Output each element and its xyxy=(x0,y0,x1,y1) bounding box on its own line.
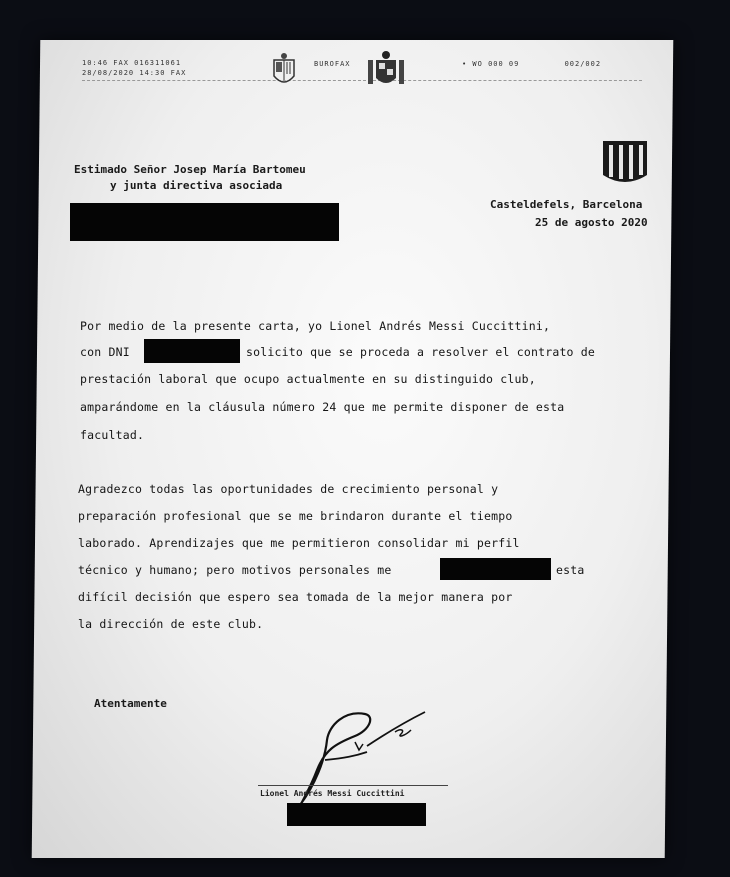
fax-header-line2: 28/08/2020 14:30 FAX xyxy=(82,69,187,77)
place: Casteldefels, Barcelona xyxy=(490,198,643,211)
paragraph1-line5: facultad. xyxy=(80,428,145,442)
redaction-dni xyxy=(144,339,240,363)
paragraph2-line4-start: técnico y humano; pero motivos personales me xyxy=(78,563,392,577)
signature-line xyxy=(258,785,448,786)
paragraph2-line4-end: esta xyxy=(556,563,585,577)
fax-header-label: BUROFAX xyxy=(314,60,351,68)
paragraph2-line3: laborado. Aprendizajes que me permitieron consolidar mi perfil xyxy=(78,536,520,550)
redaction-address xyxy=(70,203,339,241)
paragraph1-line3: prestación laboral que ocupo actualmente en su distinguido club, xyxy=(80,372,536,386)
spain-coat-of-arms-icon xyxy=(366,50,406,90)
barcelona-crest-icon xyxy=(268,52,300,92)
paragraph2-line6: la dirección de este club. xyxy=(78,617,264,631)
paragraph2-line5: difícil decisión que espero sea tomada de la mejor manera por xyxy=(78,590,513,604)
catalonia-generalitat-logo-icon xyxy=(601,137,649,189)
signature-name: Lionel Andrés Messi Cuccittini xyxy=(260,789,405,798)
fax-header-ref xyxy=(462,60,601,68)
paragraph2-line1: Agradezco todas las oportunidades de crecimiento personal y xyxy=(78,482,499,496)
fax-header-divider xyxy=(82,80,642,81)
addressee-line1: Estimado Señor Josep María Bartomeu xyxy=(74,163,306,176)
paragraph1-line2-end: solicito que se proceda a resolver el contrato de xyxy=(246,345,596,359)
fax-header xyxy=(82,52,642,92)
fax-header-ref-text: • WO 000 09 xyxy=(462,60,520,68)
addressee-line2: y junta directiva asociada xyxy=(110,179,283,192)
paragraph1-line1: Por medio de la presente carta, yo Lionel Andrés Messi Cuccittini, xyxy=(80,319,551,333)
fax-header-line1: 10:46 FAX 016311061 xyxy=(82,59,182,67)
redaction-signature-id xyxy=(287,803,426,826)
paragraph1-line4: amparándome en la cláusula número 24 que me permite disponer de esta xyxy=(80,400,565,414)
fax-header-page: 002/002 xyxy=(564,60,602,68)
paragraph1-line2-start: con DNI xyxy=(80,345,130,359)
closing: Atentamente xyxy=(94,697,167,710)
redaction-motives xyxy=(440,558,551,580)
fax-header-left xyxy=(82,58,186,78)
paragraph2-line2: preparación profesional que se me brindaron durante el tiempo xyxy=(78,509,513,523)
date: 25 de agosto 2020 xyxy=(535,216,648,229)
